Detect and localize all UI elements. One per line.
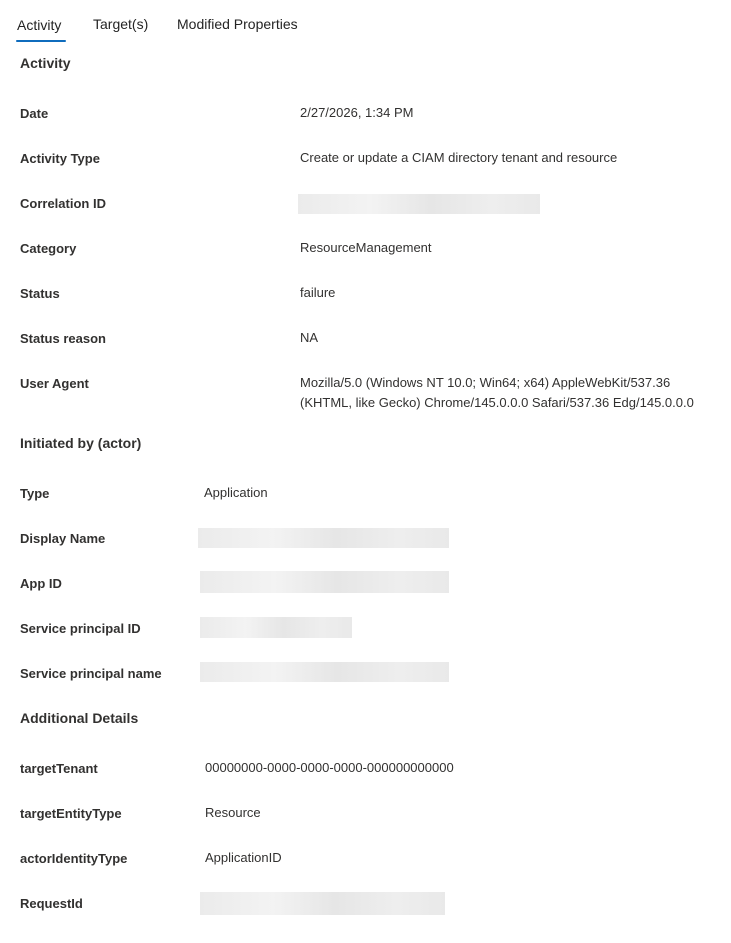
- target-tenant-label: targetTenant: [20, 761, 98, 776]
- correlation-id-label: Correlation ID: [20, 196, 106, 211]
- service-principal-id-label: Service principal ID: [20, 621, 141, 636]
- target-tenant-value: 00000000-0000-0000-0000-000000000000: [205, 760, 454, 775]
- tab-activity[interactable]: Activity: [17, 17, 62, 33]
- user-agent-value-line2: (KHTML, like Gecko) Chrome/145.0.0.0 Safari/537.36 Edg/145.0.0.0: [300, 395, 694, 410]
- activity-section-title: Activity: [20, 55, 71, 71]
- actor-type-label: Type: [20, 486, 50, 501]
- service-principal-name-redacted: [200, 662, 449, 682]
- category-label: Category: [20, 241, 77, 256]
- correlation-id-redacted: [298, 194, 540, 214]
- request-id-label: RequestId: [20, 896, 83, 911]
- status-label: Status: [20, 286, 60, 301]
- date-value: 2/27/2026, 1:34 PM: [300, 105, 414, 120]
- service-principal-id-redacted: [200, 617, 352, 638]
- status-reason-value: NA: [300, 330, 319, 345]
- actor-identity-type-value: ApplicationID: [205, 850, 282, 865]
- activity-type-value: Create or update a CIAM directory tenant and resource: [300, 150, 618, 165]
- display-name-redacted: [198, 528, 449, 548]
- status-value: failure: [300, 285, 336, 300]
- app-id-label: App ID: [20, 576, 62, 591]
- date-label: Date: [20, 106, 49, 121]
- display-name-label: Display Name: [20, 531, 106, 546]
- additional-details-section-title: Additional Details: [20, 710, 139, 726]
- status-reason-label: Status reason: [20, 331, 106, 346]
- tab-bar: [0, 0, 731, 46]
- actor-identity-type-label: actorIdentityType: [20, 851, 128, 866]
- target-entity-type-label: targetEntityType: [20, 806, 122, 821]
- service-principal-name-label: Service principal name: [20, 666, 162, 681]
- user-agent-value-line1: Mozilla/5.0 (Windows NT 10.0; Win64; x64) AppleWebKit/537.36: [300, 375, 671, 390]
- active-tab-indicator: [16, 40, 66, 42]
- tab-modified-properties[interactable]: Modified Properties: [177, 16, 298, 32]
- request-id-redacted: [200, 892, 445, 915]
- tab-targets[interactable]: Target(s): [93, 16, 149, 32]
- category-value: ResourceManagement: [300, 240, 432, 255]
- user-agent-label: User Agent: [20, 376, 89, 391]
- app-id-redacted: [200, 571, 449, 593]
- target-entity-type-value: Resource: [205, 805, 261, 820]
- activity-type-label: Activity Type: [20, 151, 100, 166]
- actor-section-title: Initiated by (actor): [20, 435, 142, 451]
- actor-type-value: Application: [204, 485, 268, 500]
